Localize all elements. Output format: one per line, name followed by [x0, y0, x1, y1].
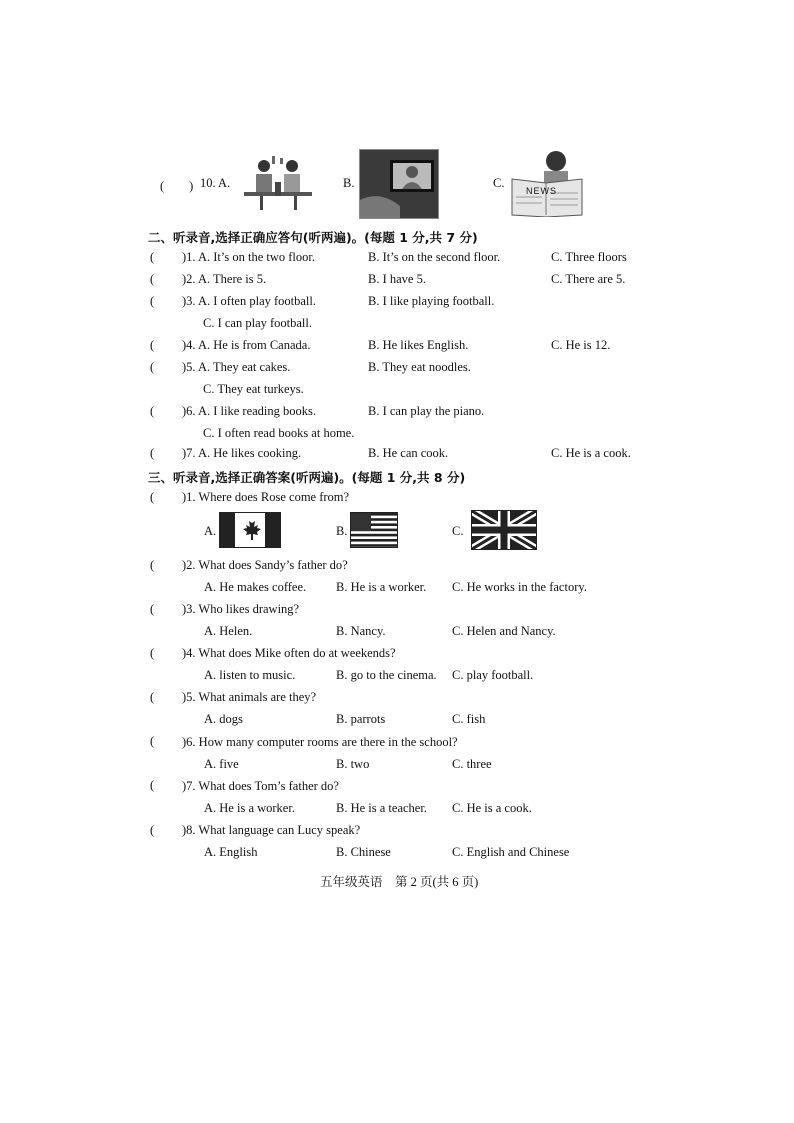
- s2-q2-option-a: )2. A. There is 5.: [182, 272, 267, 286]
- canada-flag-icon: [219, 512, 281, 548]
- section-2-header: 二、听录音,选择正确应答句(听两遍)。(每题 1 分,共 7 分): [148, 230, 478, 245]
- q10-label-a: 10. A.: [200, 176, 231, 190]
- s3-q2-question: )2. What does Sandy’s father do?: [182, 558, 348, 572]
- s3-q5-option-a: A. dogs: [204, 712, 243, 726]
- s3-q6-question: )6. How many computer rooms are there in the school?: [182, 735, 458, 749]
- s3-q4-paren: (: [150, 646, 155, 660]
- s3-q4-option-b: B. go to the cinema.: [336, 668, 437, 682]
- s3-q3-question: )3. Who likes drawing?: [182, 602, 300, 616]
- s3-q7-paren: (: [150, 778, 155, 792]
- s3-q3-option-b: B. Nancy.: [336, 624, 386, 638]
- s2-q2-paren: (: [150, 272, 155, 286]
- s2-q1-paren: (: [150, 250, 155, 264]
- s2-q5-option-c: C. They eat turkeys.: [203, 382, 304, 396]
- s3-q6-paren: (: [150, 734, 155, 748]
- s3-q4-option-c: C. play football.: [452, 668, 534, 682]
- s2-q6-option-a: )6. A. I like reading books.: [182, 404, 317, 418]
- s3-q3-option-a: A. Helen.: [204, 624, 253, 638]
- s3-q2-option-a: A. He makes coffee.: [204, 580, 307, 594]
- s3-q5-question: )5. What animals are they?: [182, 690, 317, 704]
- s3-q3-option-c: C. Helen and Nancy.: [452, 624, 556, 638]
- s2-q3-paren: (: [150, 294, 155, 308]
- s2-q3-option-a: )3. A. I often play football.: [182, 294, 316, 308]
- image-two-women-talking: [242, 152, 314, 212]
- s3-q1-label-a: A.: [204, 524, 217, 538]
- s3-q2-option-b: B. He is a worker.: [336, 580, 427, 594]
- s3-q7-option-c: C. He is a cook.: [452, 801, 532, 815]
- s3-q1-question: )1. Where does Rose come from?: [182, 490, 350, 504]
- s2-q7-option-b: B. He can cook.: [368, 446, 449, 460]
- s2-q5-option-b: B. They eat noodles.: [368, 360, 471, 374]
- s2-q6-option-c: C. I often read books at home.: [203, 426, 355, 440]
- s2-q1-option-c: C. Three floors: [551, 250, 627, 264]
- s3-q5-paren: (: [150, 690, 155, 704]
- s3-q1-paren: (: [150, 490, 155, 504]
- s2-q1-option-a: )1. A. It’s on the two floor.: [182, 250, 315, 264]
- q10-label-c: C.: [493, 176, 505, 190]
- s3-q8-question: )8. What language can Lucy speak?: [182, 823, 361, 837]
- s3-q8-option-b: B. Chinese: [336, 845, 391, 859]
- image-video-call-laptop: [359, 149, 439, 219]
- s2-q5-paren: (: [150, 360, 155, 374]
- q10-paren: ( ): [160, 179, 194, 193]
- s2-q1-option-b: B. It’s on the second floor.: [368, 250, 501, 264]
- s3-q6-option-b: B. two: [336, 757, 370, 771]
- usa-flag-icon: [350, 512, 398, 548]
- s3-q1-label-b: B.: [336, 524, 348, 538]
- s2-q6-option-b: B. I can play the piano.: [368, 404, 485, 418]
- q10-label-b: B.: [343, 176, 355, 190]
- section-3-header: 三、听录音,选择正确答案(听两遍)。(每题 1 分,共 8 分): [148, 470, 466, 485]
- s2-q6-paren: (: [150, 404, 155, 418]
- s3-q6-option-c: C. three: [452, 757, 492, 771]
- s2-q7-option-c: C. He is a cook.: [551, 446, 631, 460]
- s2-q4-option-a: )4. A. He is from Canada.: [182, 338, 311, 352]
- s3-q7-option-b: B. He is a teacher.: [336, 801, 427, 815]
- s2-q2-option-b: B. I have 5.: [368, 272, 426, 286]
- s3-q5-option-b: B. parrots: [336, 712, 386, 726]
- s3-q3-paren: (: [150, 602, 155, 616]
- s2-q2-option-c: C. There are 5.: [551, 272, 626, 286]
- s3-q8-option-c: C. English and Chinese: [452, 845, 570, 859]
- page-footer: 五年级英语 第 2 页(共 6 页): [320, 875, 479, 889]
- s3-q2-option-c: C. He works in the factory.: [452, 580, 587, 594]
- s3-q8-paren: (: [150, 823, 155, 837]
- s2-q4-option-b: B. He likes English.: [368, 338, 469, 352]
- s2-q4-option-c: C. He is 12.: [551, 338, 611, 352]
- s3-q6-option-a: A. five: [204, 757, 239, 771]
- s2-q7-option-a: )7. A. He likes cooking.: [182, 446, 302, 460]
- s3-q1-label-c: C.: [452, 524, 464, 538]
- s2-q3-option-c: C. I can play football.: [203, 316, 312, 330]
- newspaper-headline: NEWS: [526, 186, 557, 196]
- s3-q2-paren: (: [150, 558, 155, 572]
- s3-q8-option-a: A. English: [204, 845, 258, 859]
- s3-q7-option-a: A. He is a worker.: [204, 801, 295, 815]
- s3-q4-option-a: A. listen to music.: [204, 668, 296, 682]
- s2-q5-option-a: )5. A. They eat cakes.: [182, 360, 291, 374]
- image-woman-reading-newspaper: [510, 149, 584, 217]
- s2-q7-paren: (: [150, 446, 155, 460]
- s3-q5-option-c: C. fish: [452, 712, 486, 726]
- s2-q3-option-b: B. I like playing football.: [368, 294, 495, 308]
- s2-q4-paren: (: [150, 338, 155, 352]
- uk-flag-icon: [471, 510, 537, 550]
- s3-q7-question: )7. What does Tom’s father do?: [182, 779, 339, 793]
- s3-q4-question: )4. What does Mike often do at weekends?: [182, 646, 396, 660]
